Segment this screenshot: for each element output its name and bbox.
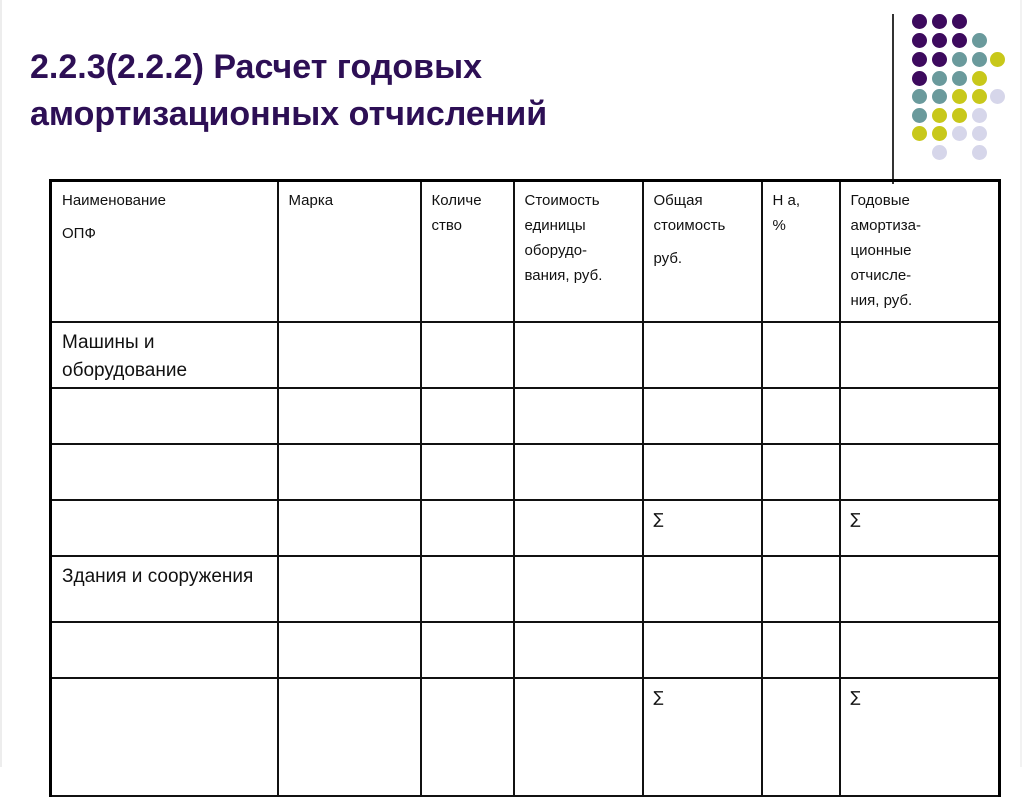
table-cell[interactable] bbox=[278, 388, 421, 444]
dot-icon bbox=[932, 71, 947, 86]
table-cell[interactable] bbox=[278, 444, 421, 500]
table-cell[interactable] bbox=[51, 444, 278, 500]
table-cell[interactable] bbox=[278, 500, 421, 556]
table-cell[interactable] bbox=[514, 556, 643, 622]
table-cell[interactable] bbox=[51, 500, 278, 556]
decorative-vertical-line bbox=[892, 14, 894, 184]
sum-icon[interactable]: ∑ bbox=[840, 500, 1000, 556]
dot-icon bbox=[912, 108, 927, 123]
dot-icon bbox=[952, 71, 967, 86]
title-line-2: амортизационных отчислений bbox=[30, 95, 548, 133]
dot-icon bbox=[972, 145, 987, 160]
dot-icon bbox=[972, 52, 987, 67]
header-name-opf: Наименование ОПФ bbox=[51, 181, 278, 323]
table-cell[interactable] bbox=[278, 556, 421, 622]
table-cell[interactable]: Здания и сооружения bbox=[51, 556, 278, 622]
table-cell[interactable] bbox=[421, 622, 514, 678]
dot-icon bbox=[932, 33, 947, 48]
table-cell[interactable] bbox=[514, 622, 643, 678]
table-row bbox=[51, 444, 1000, 500]
dot-icon bbox=[932, 108, 947, 123]
dot-icon bbox=[912, 89, 927, 104]
table-cell[interactable] bbox=[421, 556, 514, 622]
slide-edge-left bbox=[0, 0, 2, 767]
table-cell[interactable] bbox=[643, 556, 762, 622]
dot-icon bbox=[972, 89, 987, 104]
slide-title bbox=[30, 44, 870, 138]
dot-icon bbox=[932, 126, 947, 141]
table-cell[interactable] bbox=[643, 444, 762, 500]
table-cell[interactable] bbox=[421, 388, 514, 444]
table-row-machinery bbox=[51, 322, 1000, 388]
title-line-1: 2.2.3(2.2.2) Расчет годовых bbox=[30, 48, 483, 86]
sum-icon[interactable]: ∑ bbox=[840, 678, 1000, 796]
table-cell[interactable]: Машины и оборудование bbox=[51, 322, 278, 388]
header-brand: Марка bbox=[278, 181, 421, 323]
dot-icon bbox=[912, 126, 927, 141]
header-total-cost: Общая стоимость руб. bbox=[643, 181, 762, 323]
table-cell[interactable] bbox=[643, 622, 762, 678]
slide-edge-right bbox=[1020, 0, 1022, 767]
dot-icon bbox=[972, 126, 987, 141]
table-cell[interactable] bbox=[514, 444, 643, 500]
dot-icon bbox=[952, 14, 967, 29]
table-cell[interactable] bbox=[840, 556, 1000, 622]
table-cell[interactable] bbox=[762, 556, 840, 622]
dot-icon bbox=[952, 52, 967, 67]
table-cell[interactable] bbox=[840, 444, 1000, 500]
table-row-buildings bbox=[51, 556, 1000, 622]
table-cell[interactable] bbox=[51, 678, 278, 796]
dot-icon bbox=[952, 126, 967, 141]
table-cell[interactable] bbox=[514, 678, 643, 796]
table-cell[interactable] bbox=[278, 678, 421, 796]
table-cell[interactable] bbox=[421, 322, 514, 388]
header-unit-cost: Стоимость единицы оборудо- вания, руб. bbox=[514, 181, 643, 323]
dot-icon bbox=[990, 89, 1005, 104]
table-cell[interactable] bbox=[840, 622, 1000, 678]
table-row bbox=[51, 388, 1000, 444]
table-cell[interactable] bbox=[762, 500, 840, 556]
dot-icon bbox=[912, 71, 927, 86]
sum-icon[interactable]: ∑ bbox=[643, 678, 762, 796]
table-cell[interactable] bbox=[762, 322, 840, 388]
table-cell[interactable] bbox=[762, 388, 840, 444]
table-cell[interactable] bbox=[643, 388, 762, 444]
table-cell[interactable] bbox=[514, 500, 643, 556]
dot-icon bbox=[972, 71, 987, 86]
table-cell[interactable] bbox=[51, 622, 278, 678]
table-cell[interactable] bbox=[643, 322, 762, 388]
table-row-machinery-subtotal bbox=[51, 500, 1000, 556]
header-depreciation-rate: Н а, % bbox=[762, 181, 840, 323]
table-cell[interactable] bbox=[840, 322, 1000, 388]
table-cell[interactable] bbox=[278, 622, 421, 678]
table-cell[interactable] bbox=[840, 388, 1000, 444]
table-cell[interactable] bbox=[514, 322, 643, 388]
dot-icon bbox=[912, 52, 927, 67]
dot-icon bbox=[952, 108, 967, 123]
dot-icon bbox=[952, 89, 967, 104]
table-header-row bbox=[51, 181, 1000, 323]
dot-icon bbox=[952, 33, 967, 48]
table-cell[interactable] bbox=[51, 388, 278, 444]
table-cell[interactable] bbox=[514, 388, 643, 444]
table-cell[interactable] bbox=[762, 678, 840, 796]
dot-icon bbox=[932, 145, 947, 160]
table-cell[interactable] bbox=[421, 678, 514, 796]
table-cell[interactable] bbox=[278, 322, 421, 388]
dot-icon bbox=[972, 108, 987, 123]
dot-icon bbox=[912, 14, 927, 29]
dot-icon bbox=[932, 52, 947, 67]
sum-icon[interactable]: ∑ bbox=[643, 500, 762, 556]
header-annual-depreciation: Годовые амортиза- ционные отчисле- ния, руб. bbox=[840, 181, 1000, 323]
table-cell[interactable] bbox=[421, 444, 514, 500]
dot-icon bbox=[932, 14, 947, 29]
dot-icon bbox=[932, 89, 947, 104]
dot-icon bbox=[972, 33, 987, 48]
table-cell[interactable] bbox=[762, 444, 840, 500]
table-cell[interactable] bbox=[762, 622, 840, 678]
table-row-buildings-subtotal bbox=[51, 678, 1000, 796]
depreciation-table bbox=[49, 179, 1001, 797]
header-quantity: Количе ство bbox=[421, 181, 514, 323]
table-row bbox=[51, 622, 1000, 678]
dot-icon bbox=[990, 52, 1005, 67]
table-cell[interactable] bbox=[421, 500, 514, 556]
dot-icon bbox=[912, 33, 927, 48]
